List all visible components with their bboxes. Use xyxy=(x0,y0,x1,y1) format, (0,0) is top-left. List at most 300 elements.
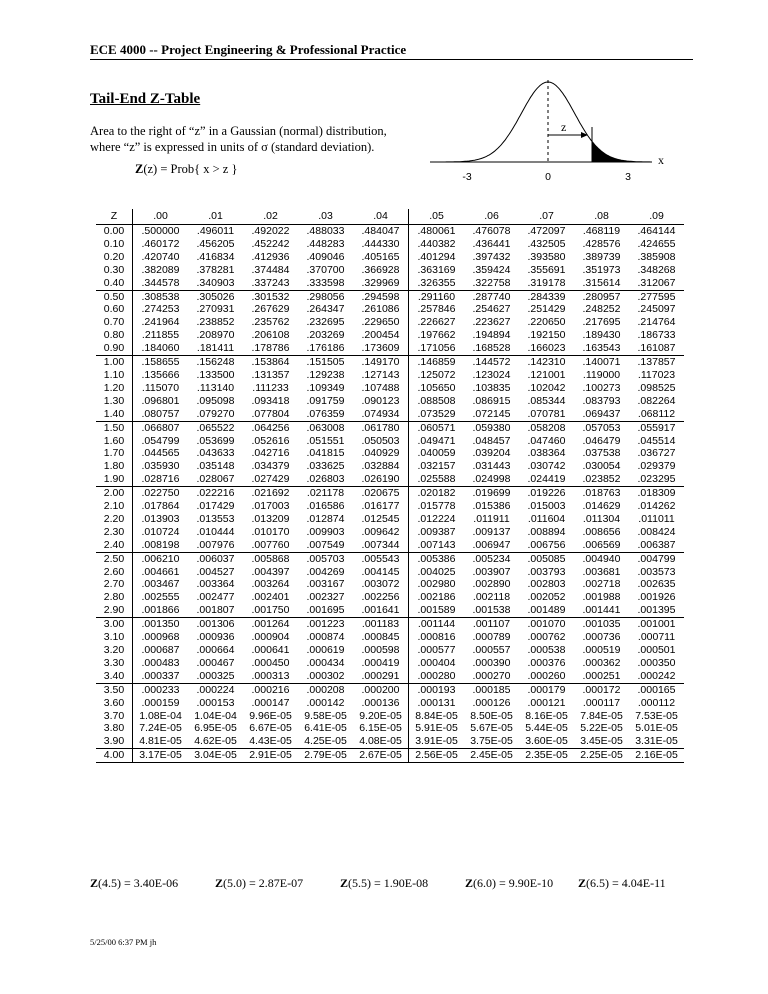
extra-value-result: 9.90E-10 xyxy=(508,876,554,890)
table-cell: .319178 xyxy=(519,277,574,290)
table-cell: .024419 xyxy=(519,473,574,486)
table-cell: .031443 xyxy=(472,460,511,473)
table-cell: .241964 xyxy=(141,316,180,329)
table-cell: .002401 xyxy=(251,591,290,604)
table-cell: 5.67E-05 xyxy=(470,722,513,735)
table-cell: .267629 xyxy=(251,303,290,316)
table-cell: .061780 xyxy=(353,421,409,434)
table-cell: .051551 xyxy=(306,434,345,447)
table-cell: .011011 xyxy=(638,512,675,525)
formula-expression: (z) = Prob{ x > z } xyxy=(143,162,238,176)
table-cell: .006037 xyxy=(196,552,235,565)
table-cell: .329969 xyxy=(353,277,409,290)
table-cell: .000501 xyxy=(637,644,676,656)
table-cell: .001107 xyxy=(472,618,511,631)
table-cell: .001183 xyxy=(353,618,409,631)
table-cell: .022216 xyxy=(196,487,235,500)
table-cell: .027429 xyxy=(243,473,298,486)
row-z-value: 3.10 xyxy=(96,631,133,644)
table-cell: 3.60E-05 xyxy=(519,735,574,748)
table-cell: .103835 xyxy=(472,381,511,394)
tick-label-3: 3 xyxy=(625,171,631,183)
table-cell: .022750 xyxy=(141,487,180,500)
table-cell: .053699 xyxy=(196,434,235,447)
table-cell: .151505 xyxy=(306,356,345,369)
table-cell: .073529 xyxy=(409,408,465,421)
table-row xyxy=(96,473,684,486)
table-cell: .028067 xyxy=(188,473,243,486)
table-cell: .007549 xyxy=(298,539,353,552)
table-cell: .088508 xyxy=(417,394,456,407)
table-cell: .013209 xyxy=(251,512,290,525)
table-cell: .472097 xyxy=(527,225,566,237)
table-row xyxy=(96,264,684,277)
table-cell: 6.95E-05 xyxy=(194,722,237,735)
table-cell: .133500 xyxy=(196,368,235,381)
table-cell: .066807 xyxy=(141,421,180,434)
table-cell: .000147 xyxy=(251,696,290,709)
table-cell: .025588 xyxy=(409,473,465,486)
table-cell: .000845 xyxy=(353,631,409,644)
table-cell: .010724 xyxy=(141,525,180,538)
table-cell: .355691 xyxy=(527,263,566,276)
table-cell: .040929 xyxy=(353,447,409,460)
table-cell: .074934 xyxy=(353,408,409,421)
table-cell: .370700 xyxy=(306,263,345,276)
table-row xyxy=(96,342,684,355)
table-cell: .024998 xyxy=(464,473,519,486)
table-row xyxy=(96,290,684,303)
table-cell: .063008 xyxy=(306,421,345,434)
table-cell: .000519 xyxy=(582,644,621,656)
table-cell: .070781 xyxy=(519,408,574,421)
table-cell: .004940 xyxy=(582,552,621,565)
row-z-value: 1.70 xyxy=(96,447,133,460)
table-cell: .131357 xyxy=(251,368,290,381)
table-row xyxy=(96,421,684,434)
table-cell: .251429 xyxy=(527,303,566,316)
table-cell: .366928 xyxy=(353,264,409,277)
table-cell: .412936 xyxy=(251,250,290,263)
table-cell: 1.04E-04 xyxy=(194,709,237,722)
table-cell: .006947 xyxy=(464,539,519,552)
table-cell: .005868 xyxy=(251,552,290,565)
table-cell: .161087 xyxy=(629,342,684,355)
table-cell: .113140 xyxy=(196,381,235,394)
extra-value xyxy=(465,876,553,891)
table-cell: .363169 xyxy=(417,263,456,276)
row-z-value: 3.90 xyxy=(96,735,133,748)
extra-value-arg: (6.0) = xyxy=(473,876,509,890)
table-cell: .452242 xyxy=(251,237,290,250)
table-cell: .003681 xyxy=(582,565,621,578)
column-header: .00 xyxy=(133,209,189,225)
row-z-value: 1.10 xyxy=(96,369,133,382)
table-cell: .077804 xyxy=(243,408,298,421)
table-cell: .176186 xyxy=(298,342,353,355)
table-cell: .004799 xyxy=(637,552,676,565)
table-cell: 6.15E-05 xyxy=(353,722,409,735)
row-z-value: 1.80 xyxy=(96,460,133,473)
table-cell: .156248 xyxy=(196,356,235,369)
table-cell: .351973 xyxy=(582,263,621,276)
table-cell: .432505 xyxy=(527,237,566,250)
table-cell: .000291 xyxy=(353,670,409,683)
row-z-value: 0.20 xyxy=(96,251,133,264)
table-cell: .001035 xyxy=(582,618,621,631)
table-cell: .013903 xyxy=(141,512,180,525)
table-cell: .245097 xyxy=(637,303,676,316)
table-cell: .001264 xyxy=(251,618,290,631)
row-z-value: 0.50 xyxy=(96,290,133,303)
table-row xyxy=(96,539,684,552)
table-cell: .042716 xyxy=(251,447,290,460)
table-cell: .010444 xyxy=(196,525,235,538)
row-z-value: 2.00 xyxy=(96,487,133,500)
extra-value xyxy=(215,876,303,891)
z-table xyxy=(96,209,684,763)
table-cell: .001926 xyxy=(637,591,676,604)
table-cell: .211855 xyxy=(141,329,180,342)
table-cell: .208970 xyxy=(196,329,235,342)
table-cell: .068112 xyxy=(629,408,684,421)
table-cell: .000419 xyxy=(353,657,409,670)
table-cell: 4.62E-05 xyxy=(188,735,243,748)
row-z-value: 3.60 xyxy=(96,697,133,710)
extra-value-arg: (4.5) = xyxy=(98,876,134,890)
table-cell: .100273 xyxy=(582,381,621,394)
table-cell: .173609 xyxy=(353,342,409,355)
table-cell: .000467 xyxy=(196,656,235,669)
table-cell: .119000 xyxy=(582,368,621,381)
table-row xyxy=(96,356,684,369)
table-cell: .000711 xyxy=(637,631,676,644)
table-row xyxy=(96,552,684,565)
tail-area xyxy=(592,141,651,162)
table-cell: .000260 xyxy=(519,670,574,683)
table-cell: .083793 xyxy=(582,394,621,407)
table-cell: .076359 xyxy=(298,408,353,421)
table-row xyxy=(96,670,684,683)
table-cell: .010170 xyxy=(251,525,290,538)
table-cell: .168528 xyxy=(464,342,519,355)
table-cell: .090123 xyxy=(353,395,409,408)
table-cell: .393580 xyxy=(527,250,566,263)
table-cell: .000390 xyxy=(472,656,511,669)
table-cell: .000641 xyxy=(251,644,290,656)
table-cell: .001589 xyxy=(409,604,465,617)
table-cell: .021178 xyxy=(306,487,345,500)
table-row xyxy=(96,460,684,473)
table-cell: .192150 xyxy=(527,329,566,342)
row-z-value: 3.30 xyxy=(96,657,133,670)
table-cell: .023852 xyxy=(574,473,629,486)
table-cell: .019226 xyxy=(527,487,566,500)
table-cell: .163543 xyxy=(574,342,629,355)
table-cell: .322758 xyxy=(464,277,519,290)
table-cell: .153864 xyxy=(251,356,290,369)
table-cell: .028716 xyxy=(133,473,189,486)
description-line-1: Area to the right of “z” in a Gaussian (normal) distribution, xyxy=(90,124,387,138)
table-cell: .096801 xyxy=(141,394,180,407)
table-cell: .000131 xyxy=(417,696,456,709)
table-cell: .000251 xyxy=(574,670,629,683)
column-header: .05 xyxy=(409,209,465,225)
table-cell: 7.53E-05 xyxy=(635,709,678,722)
table-cell: .129238 xyxy=(306,368,345,381)
table-cell: .012545 xyxy=(353,513,409,526)
table-cell: .009137 xyxy=(472,525,511,538)
table-cell: 3.17E-05 xyxy=(133,749,189,763)
table-cell: .065522 xyxy=(196,421,235,434)
table-cell: .006387 xyxy=(629,539,684,552)
table-cell: 3.91E-05 xyxy=(409,735,465,748)
table-cell: .014262 xyxy=(637,500,676,513)
table-cell: .069437 xyxy=(574,408,629,421)
table-cell: .001001 xyxy=(637,618,676,631)
row-z-value: 2.20 xyxy=(96,513,133,526)
description-line-2: where “z” is expressed in units of σ (standard deviation). xyxy=(90,140,375,154)
column-header: .03 xyxy=(298,209,353,225)
table-cell: .001070 xyxy=(527,618,566,631)
table-cell: .040059 xyxy=(417,447,456,460)
table-cell: .337243 xyxy=(243,277,298,290)
table-cell: .140071 xyxy=(582,356,621,369)
table-cell: .456205 xyxy=(196,237,235,250)
table-cell: .020675 xyxy=(353,487,409,500)
table-cell: .038364 xyxy=(527,447,566,460)
table-cell: .000362 xyxy=(582,656,621,669)
table-cell: .305026 xyxy=(196,290,235,303)
table-cell: .017003 xyxy=(251,500,290,513)
table-cell: .464144 xyxy=(637,225,676,237)
table-cell: .037538 xyxy=(582,447,621,460)
table-cell: .280957 xyxy=(582,290,621,303)
table-cell: .444330 xyxy=(353,238,409,251)
table-cell: .035148 xyxy=(196,460,235,473)
table-cell: .000224 xyxy=(196,683,235,696)
table-cell: .023295 xyxy=(629,473,684,486)
table-row xyxy=(96,644,684,657)
table-cell: .448283 xyxy=(306,237,345,250)
table-cell: .121001 xyxy=(527,368,566,381)
table-cell: .002052 xyxy=(527,591,566,604)
table-cell: .000136 xyxy=(353,697,409,710)
table-cell: .428576 xyxy=(582,237,621,250)
table-row xyxy=(96,395,684,408)
extra-value-arg: (6.5) = xyxy=(586,876,622,890)
row-z-value: 2.70 xyxy=(96,578,133,591)
table-cell: .287740 xyxy=(472,290,511,303)
table-cell: .480061 xyxy=(417,225,456,237)
table-cell: .348268 xyxy=(637,263,676,276)
table-cell: .048457 xyxy=(472,434,511,447)
table-cell: 8.16E-05 xyxy=(525,709,568,722)
table-cell: .144572 xyxy=(472,356,511,369)
table-cell: .001144 xyxy=(417,618,456,631)
table-cell: .002718 xyxy=(582,578,621,591)
table-cell: .492022 xyxy=(251,225,290,237)
table-cell: 1.08E-04 xyxy=(139,709,182,722)
table-cell: 7.84E-05 xyxy=(580,709,623,722)
table-cell: .085344 xyxy=(527,394,566,407)
table-cell: .043633 xyxy=(196,447,235,460)
table-cell: .002803 xyxy=(527,578,566,591)
table-cell: .197662 xyxy=(417,329,456,342)
table-cell: 2.67E-05 xyxy=(353,749,409,763)
table-cell: .058208 xyxy=(527,421,566,434)
table-cell: .000874 xyxy=(306,631,345,644)
table-cell: .032157 xyxy=(417,460,456,473)
table-row xyxy=(96,657,684,670)
table-cell: .009903 xyxy=(306,525,345,538)
table-cell: .000233 xyxy=(141,683,180,696)
table-cell: .034379 xyxy=(251,460,290,473)
table-cell: .500000 xyxy=(141,225,180,237)
table-cell: .000789 xyxy=(472,631,511,644)
table-cell: .270931 xyxy=(196,303,235,316)
table-cell: .488033 xyxy=(306,225,345,237)
table-cell: .000664 xyxy=(196,644,235,656)
table-cell: .001866 xyxy=(133,604,189,617)
table-cell: 3.04E-05 xyxy=(188,749,243,763)
table-cell: .015003 xyxy=(527,500,566,513)
table-cell: .030054 xyxy=(582,460,621,473)
table-cell: .000577 xyxy=(417,644,456,656)
table-cell: .149170 xyxy=(353,356,409,369)
table-cell: .050503 xyxy=(353,435,409,448)
table-cell: .013553 xyxy=(196,512,235,525)
table-cell: .001223 xyxy=(306,618,345,631)
table-cell: .004527 xyxy=(196,565,235,578)
table-cell: .003364 xyxy=(196,578,235,591)
table-cell: .135666 xyxy=(141,368,180,381)
table-cell: .476078 xyxy=(472,225,511,237)
table-cell: .158655 xyxy=(141,356,180,369)
table-cell: .000736 xyxy=(582,631,621,644)
table-cell: .284339 xyxy=(527,290,566,303)
table-row xyxy=(96,277,684,290)
table-cell: .340903 xyxy=(188,277,243,290)
table-cell: .045514 xyxy=(637,434,676,447)
tick-label-0: 0 xyxy=(545,171,551,183)
table-cell: .007760 xyxy=(243,539,298,552)
table-cell: .000762 xyxy=(527,631,566,644)
table-cell: 9.58E-05 xyxy=(304,709,347,722)
row-z-value: 0.60 xyxy=(96,303,133,316)
table-cell: .001306 xyxy=(196,618,235,631)
table-cell: .000350 xyxy=(637,656,676,669)
extra-value xyxy=(90,876,178,891)
table-cell: .001350 xyxy=(141,618,180,631)
row-z-value: 0.10 xyxy=(96,238,133,251)
table-cell: .460172 xyxy=(141,237,180,250)
table-cell: .016586 xyxy=(306,500,345,513)
formula xyxy=(135,162,237,177)
table-cell: .019699 xyxy=(472,487,511,500)
extra-value-function: Z xyxy=(465,876,474,890)
table-cell: .003467 xyxy=(141,578,180,591)
table-cell: .000193 xyxy=(417,683,456,696)
table-cell: .308538 xyxy=(141,290,180,303)
table-row xyxy=(96,604,684,617)
table-cell: .248252 xyxy=(582,303,621,316)
table-cell: .003907 xyxy=(472,565,511,578)
table-cell: .001641 xyxy=(353,604,409,617)
table-cell: .344578 xyxy=(133,277,189,290)
table-cell: 9.96E-05 xyxy=(249,709,292,722)
row-z-value: 1.50 xyxy=(96,421,133,434)
row-z-value: 1.30 xyxy=(96,395,133,408)
table-cell: .261086 xyxy=(353,303,409,316)
table-cell: .000216 xyxy=(251,683,290,696)
row-z-value: 1.20 xyxy=(96,382,133,395)
z-arrow-head xyxy=(581,132,588,138)
table-cell: .008424 xyxy=(637,525,676,538)
table-cell: .166023 xyxy=(519,342,574,355)
table-cell: .274253 xyxy=(141,303,180,316)
column-header: .01 xyxy=(188,209,243,225)
table-cell: .047460 xyxy=(527,434,566,447)
table-cell: .009642 xyxy=(353,526,409,539)
table-cell: .420740 xyxy=(141,250,180,263)
table-cell: .142310 xyxy=(527,356,566,369)
table-cell: .009387 xyxy=(417,525,456,538)
table-cell: .105650 xyxy=(417,381,456,394)
table-cell: .059380 xyxy=(472,421,511,434)
table-cell: .301532 xyxy=(251,290,290,303)
table-cell: .000208 xyxy=(306,683,345,696)
table-cell: .000325 xyxy=(188,670,243,683)
row-z-value: 3.00 xyxy=(96,618,133,631)
table-row xyxy=(96,408,684,421)
table-cell: .436441 xyxy=(472,237,511,250)
table-cell: .189430 xyxy=(582,329,621,342)
table-cell: 8.84E-05 xyxy=(415,709,458,722)
row-z-value: 0.70 xyxy=(96,316,133,329)
table-cell: .401294 xyxy=(417,250,456,263)
table-cell: .000142 xyxy=(306,696,345,709)
table-cell: .098525 xyxy=(637,381,676,394)
table-cell: .000538 xyxy=(527,644,566,656)
table-cell: .000687 xyxy=(141,644,180,656)
table-cell: .416834 xyxy=(196,250,235,263)
table-row xyxy=(96,749,684,763)
table-cell: .359424 xyxy=(472,263,511,276)
table-cell: .405165 xyxy=(353,251,409,264)
table-cell: 5.44E-05 xyxy=(525,722,568,735)
table-cell: .016177 xyxy=(353,500,409,513)
table-cell: .382089 xyxy=(141,263,180,276)
table-cell: .000619 xyxy=(306,644,345,656)
extra-value-function: Z xyxy=(215,876,224,890)
table-cell: .194894 xyxy=(472,329,511,342)
table-cell: .000179 xyxy=(527,683,566,696)
table-cell: .093418 xyxy=(251,394,290,407)
row-z-value: 2.30 xyxy=(96,526,133,539)
table-cell: .007143 xyxy=(409,539,465,552)
table-cell: .111233 xyxy=(252,381,289,394)
row-z-value: 1.00 xyxy=(96,356,133,369)
table-cell: 4.25E-05 xyxy=(298,735,353,748)
table-cell: 6.67E-05 xyxy=(249,722,292,735)
table-cell: .055917 xyxy=(637,421,676,434)
table-cell: .001695 xyxy=(298,604,353,617)
table-cell: .229650 xyxy=(353,316,409,329)
row-z-value: 2.80 xyxy=(96,591,133,604)
table-cell: 2.56E-05 xyxy=(409,749,465,763)
table-cell: .000337 xyxy=(133,670,189,683)
